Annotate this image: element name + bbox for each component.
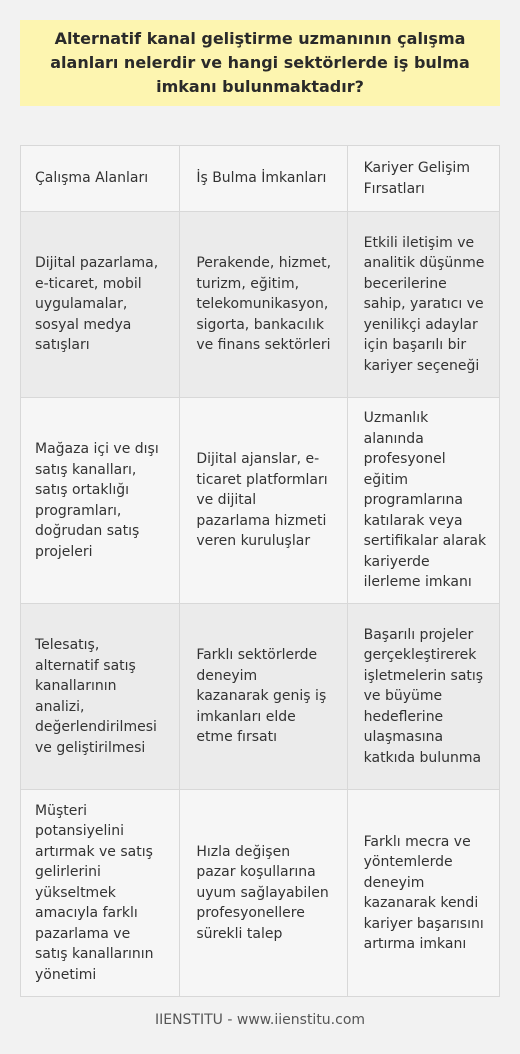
table-row xyxy=(21,604,499,790)
table-cell: Hızla değişen pazar koşullarına uyum sağlayabilen profesyonellere sürekli talep xyxy=(180,790,347,996)
page-title: Alternatif kanal geliştirme uzmanının çalışma alanları nelerdir ve hangi sektörlerde iş bulma imkanı bulunmaktadır? xyxy=(50,29,470,96)
table-cell: Dijital pazarlama, e-ticaret, mobil uygulamalar, sosyal medya satışları xyxy=(21,212,180,397)
table-cell: Başarılı projeler gerçekleştirerek işletmelerin satış ve büyüme hedeflerine ulaşmasına katkıda bulunma xyxy=(363,626,484,766)
table-row xyxy=(21,212,499,398)
table-row xyxy=(21,398,499,604)
table-header-row xyxy=(21,146,499,212)
table-cell: Mağaza içi ve dışı satış kanalları, satış ortaklığı programları, doğrudan satış projeleri xyxy=(21,398,180,603)
table-cell: Perakende, hizmet, turizm, eğitim, telekomunikasyon, sigorta, bankacılık ve finans sektörleri xyxy=(180,212,347,397)
table-cell: Farklı sektörlerde deneyim kazanarak geniş iş imkanları elde etme fırsatı xyxy=(180,604,347,789)
header-cell-job-opportunities: İş Bulma İmkanları xyxy=(180,146,347,211)
footer-credit: IIENSTITU - www.iienstitu.com xyxy=(154,1012,366,1028)
table-cell: Telesatış, alternatif satış kanallarının analizi, değerlendirilmesi ve geliştirilmesi xyxy=(21,604,180,789)
table-cell: Dijital ajanslar, e-ticaret platformları ve dijital pazarlama hizmeti veren kuruluşlar xyxy=(180,398,347,603)
table-row xyxy=(21,790,499,996)
header-cell-career-development: Kariyer Gelişim Fırsatları xyxy=(363,160,470,197)
header-cell-work-areas: Çalışma Alanları xyxy=(21,146,180,211)
info-table xyxy=(20,145,500,997)
table-cell: Müşteri potansiyelini artırmak ve satış gelirlerini yükseltmek amacıyla farklı pazarlama ve satış kanallarının yönetimi xyxy=(21,790,180,996)
title-banner xyxy=(20,20,500,106)
table-cell: Farklı mecra ve yöntemlerde deneyim kazanarak kendi kariyer başarısını artırma imkanı xyxy=(363,833,484,952)
table-cell: Uzmanlık alanında profesyonel eğitim programlarına katılarak veya sertifikalar alarak kariyerde ilerleme imkanı xyxy=(363,410,487,591)
table-cell: Etkili iletişim ve analitik düşünme becerilerine sahip, yaratıcı ve yenilikçi adaylar için başarılı bir kariyer seçeneği xyxy=(363,234,485,374)
